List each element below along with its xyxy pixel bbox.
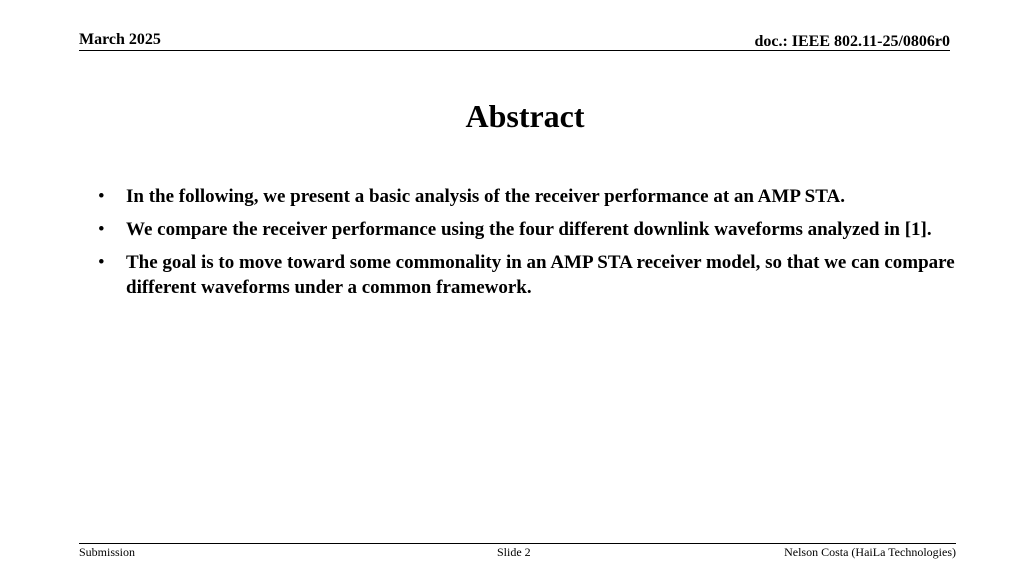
bullet-marker: • — [98, 186, 105, 207]
bullet-marker: • — [98, 252, 105, 273]
slide-title: Abstract — [465, 98, 585, 134]
bullet-item — [98, 184, 958, 209]
bullet-text: In the following, we present a basic analysis of the receiver performance at an AMP STA. — [126, 186, 845, 207]
bullet-marker: • — [98, 219, 105, 240]
bullet-list — [98, 184, 958, 308]
header-doc-id: doc.: IEEE 802.11-25/0806r0 — [754, 33, 950, 50]
header-divider — [79, 50, 950, 51]
footer-divider — [79, 543, 956, 544]
footer-submission: Submission — [79, 545, 136, 559]
footer-slide-number: Slide 2 — [497, 545, 531, 559]
bullet-item — [98, 250, 958, 300]
bullet-text: We compare the receiver performance using the four different downlink waveforms analyzed in [1]. — [126, 219, 932, 240]
footer-author: Nelson Costa (HaiLa Technologies) — [784, 545, 956, 559]
header-date: March 2025 — [79, 31, 161, 48]
bullet-item — [98, 217, 958, 242]
bullet-text: The goal is to move toward some commonality in an AMP STA receiver model, so that we can compare different waveforms under a common framework. — [126, 252, 955, 298]
